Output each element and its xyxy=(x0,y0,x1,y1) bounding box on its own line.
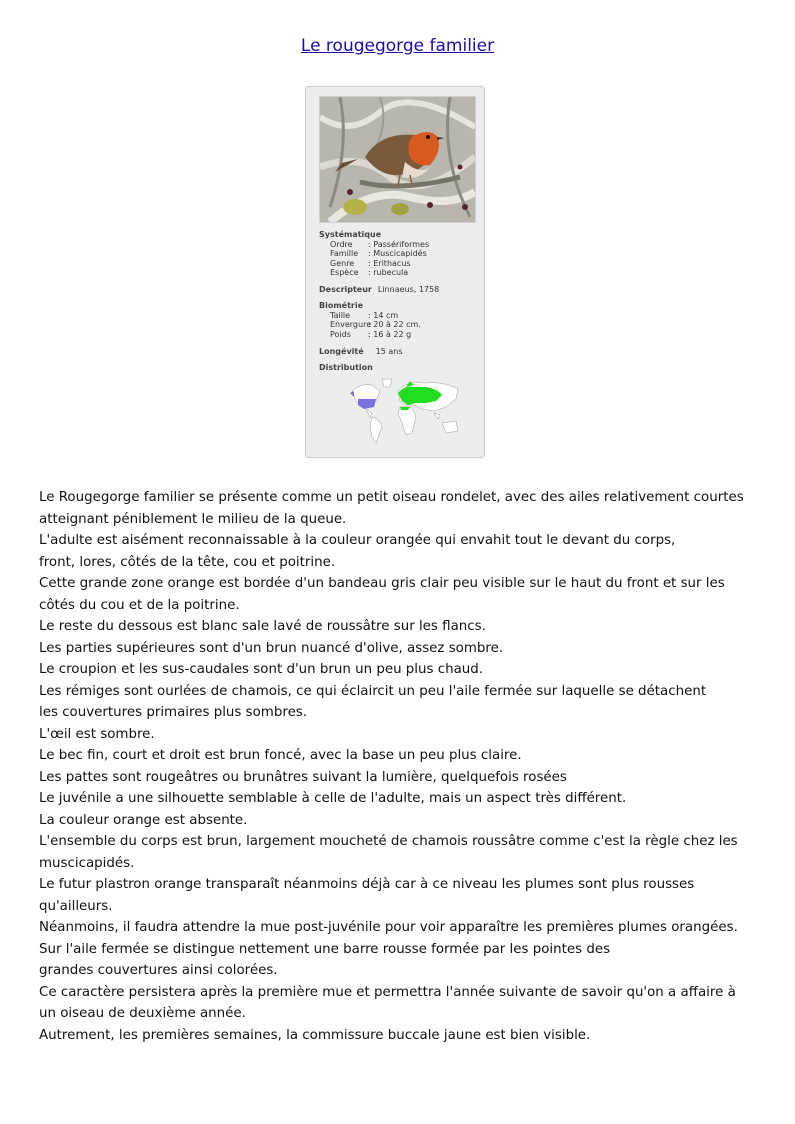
paragraph xyxy=(39,724,764,746)
distribution-label: Distribution xyxy=(319,363,373,372)
text-line: Le futur plastron orange transparaît néanmoins déjà car à ce niveau les plumes sont plus rousses xyxy=(39,877,695,892)
classification-value: : Erithacus xyxy=(368,258,411,268)
descripteur-label: Descripteur xyxy=(319,285,372,294)
classification-key: Genre xyxy=(330,258,355,268)
text-line: Les pattes sont rougeâtres ou brunâtres suivant la lumière, quelquefois rosées xyxy=(39,769,567,785)
text-line: muscicapidés. xyxy=(39,855,135,871)
species-infobox xyxy=(305,86,485,458)
systematique-label: Systématique xyxy=(319,230,382,239)
biometrie-value: : 20 à 22 cm. xyxy=(368,320,421,329)
text-line: Les parties supérieures sont d'un brun nuancé d'olive, assez sombre. xyxy=(39,640,504,656)
classification-value: : Passériformes xyxy=(368,239,430,249)
text-line: atteignant péniblement le milieu de la queue. xyxy=(39,511,347,527)
paragraph xyxy=(39,659,764,681)
classification-row xyxy=(319,240,429,250)
text-line: L'adulte est aisément reconnaissable à la couleur orangée qui envahit tout le devant du corps, xyxy=(39,533,676,548)
systematique-section xyxy=(319,230,429,278)
longevite-row xyxy=(319,347,403,357)
distribution-section xyxy=(319,363,373,373)
description-text xyxy=(39,487,764,1046)
text-line: Les rémiges sont ourlées de chamois, ce qui éclaircit un peu l'aile fermée sur laquelle se détachent xyxy=(39,683,707,699)
robin-illustration xyxy=(319,96,476,223)
distribution-map xyxy=(346,377,466,449)
text-line: les couvertures primaires plus sombres. xyxy=(39,705,308,720)
biometrie-row xyxy=(319,330,421,340)
classification-row xyxy=(319,268,429,278)
classification-value: : Muscicapidés xyxy=(368,249,427,258)
paragraph xyxy=(39,616,764,638)
text-line: Ce caractère persistera après la première mue et permettra l'année suivante de savoir qu'on a affaire à xyxy=(39,984,736,1000)
paragraph xyxy=(39,487,764,530)
paragraph xyxy=(39,638,764,660)
biometrie-row xyxy=(319,311,421,321)
text-line: front, lores, côtés de la tête, cou et poitrine. xyxy=(39,554,336,570)
biometrie-label: Biométrie xyxy=(319,301,364,310)
paragraph xyxy=(39,681,764,724)
text-line: L'œil est sombre. xyxy=(39,726,155,742)
text-line: Néanmoins, il faudra attendre la mue post-juvénile pour voir apparaître les premières plumes orangées. xyxy=(39,920,738,935)
biometrie-row xyxy=(319,320,421,330)
text-line: Cette grande zone orange est bordée d'un bandeau gris clair peu visible sur le haut du front et sur les xyxy=(39,576,725,591)
text-line: La couleur orange est absente. xyxy=(39,812,248,828)
text-line: Le bec fin, court et droit est brun foncé, avec la base un peu plus claire. xyxy=(39,748,522,763)
text-line: grandes couvertures ainsi colorées. xyxy=(39,963,278,978)
descripteur-value: Linnaeus, 1758 xyxy=(377,285,440,294)
classification-key: Espèce xyxy=(330,268,359,277)
biometrie-key: Taille xyxy=(330,310,351,320)
classification-value: : rubecula xyxy=(368,268,409,277)
text-line: Sur l'aile fermée se distingue nettement une barre rousse formée par les pointes des xyxy=(39,941,611,957)
text-line: Le croupion et les sus-caudales sont d'un brun un peu plus chaud. xyxy=(39,662,484,677)
text-line: Le reste du dessous est blanc sale lavé de roussâtre sur les flancs. xyxy=(39,619,486,634)
longevite-value: 15 ans xyxy=(375,347,403,356)
classification-row xyxy=(319,259,429,269)
text-line: un oiseau de deuxième année. xyxy=(39,1006,246,1021)
paragraph xyxy=(39,530,764,616)
biometrie-key: Envergure xyxy=(330,320,372,329)
page-title-link[interactable]: Le rougegorge familier xyxy=(300,36,495,56)
text-line: Le Rougegorge familier se présente comme un petit oiseau rondelet, avec des ailes relativement courtes xyxy=(39,490,744,505)
biometrie-key: Poids xyxy=(330,329,351,339)
biometrie-section xyxy=(319,301,421,339)
longevite-label: Longévité xyxy=(319,347,364,356)
text-line: côtés du cou et de la poitrine. xyxy=(39,597,240,613)
biometrie-value: : 14 cm xyxy=(368,310,399,320)
text-line: Le juvénile a une silhouette semblable à celle de l'adulte, mais un aspect très différent. xyxy=(39,791,627,806)
classification-key: Ordre xyxy=(330,239,353,249)
classification-key: Famille xyxy=(330,249,359,258)
text-line: Autrement, les premières semaines, la commissure buccale jaune est bien visible. xyxy=(39,1027,591,1043)
biometrie-value: : 16 à 22 g xyxy=(368,329,412,339)
text-line: qu'ailleurs. xyxy=(39,898,113,914)
paragraph xyxy=(39,767,764,1047)
paragraph xyxy=(39,745,764,767)
descripteur-row xyxy=(319,285,439,295)
classification-row xyxy=(319,249,429,259)
text-line: L'ensemble du corps est brun, largement moucheté de chamois roussâtre comme c'est la règle chez les xyxy=(39,834,738,849)
